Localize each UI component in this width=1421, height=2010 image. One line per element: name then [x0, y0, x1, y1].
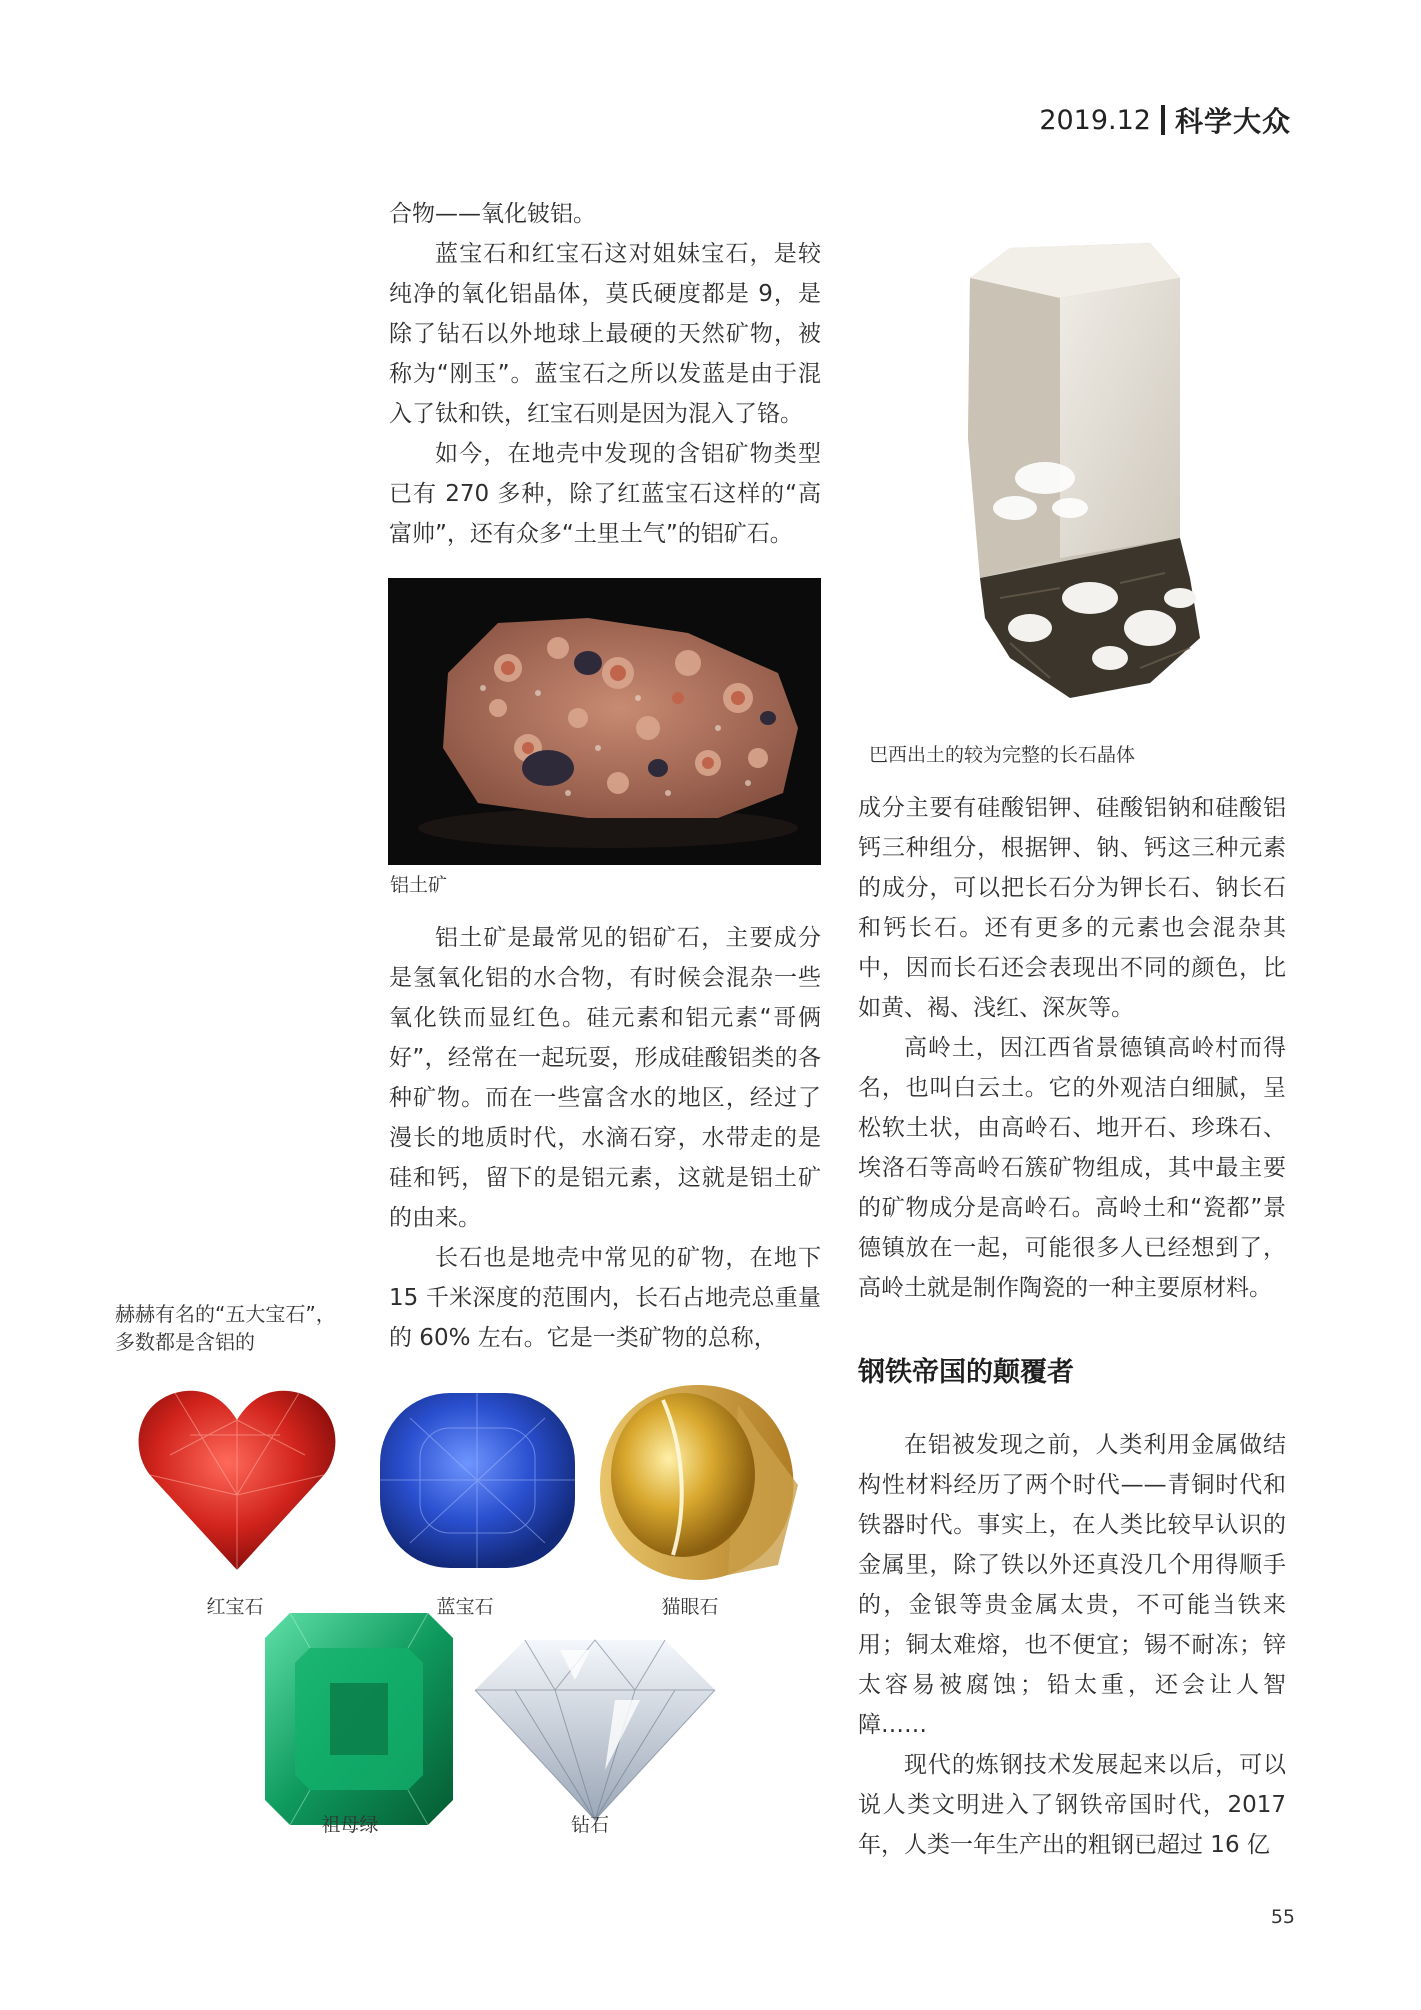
paragraph: 长石也是地壳中常见的矿物，在地下 15 千米深度的范围内，长石占地壳总重量的 60% 左右。它是一类矿物的总称， [389, 1245, 821, 1351]
feldspar-caption: 巴西出土的较为完整的长石晶体 [869, 744, 1136, 766]
paragraph: 铝土矿是最常见的铝矿石，主要成分是氢氧化铝的水合物，有时候会混杂一些氧化铁而显红色。硅元素和铝元素“哥俩好”，经常在一起玩耍，形成硅酸铝类的各种矿物。而在一些富含水的地区，经过了漫长的地质时代，水滴石穿，水带走的是硅和钙，留下的是铝元素，这就是铝土矿的由来。 [389, 925, 821, 1231]
cats-eye-photo [588, 1375, 803, 1590]
right-column-lower [858, 1425, 1286, 1865]
cats-eye-label: 猫眼石 [661, 1596, 719, 1618]
emerald-label: 祖母绿 [321, 1814, 379, 1836]
gems-caption-line: 多数都是含铝的 [115, 1330, 255, 1354]
paragraph: 合物——氧化铍铝。 [389, 201, 596, 227]
section-heading: 钢铁帝国的颠覆者 [858, 1357, 1074, 1388]
paragraph: 蓝宝石和红宝石这对姐妹宝石，是较纯净的氧化铝晶体，莫氏硬度都是 9，是除了钻石以外地球上最硬的天然矿物，被称为“刚玉”。蓝宝石之所以发蓝是由于混入了钛和铁，红宝石则是因为混入了铬。 [389, 241, 821, 427]
ruby-label: 红宝石 [206, 1596, 264, 1618]
middle-column-lower [389, 918, 821, 1358]
page-header [1039, 100, 1291, 140]
bauxite-caption: 铝土矿 [390, 874, 448, 896]
paragraph: 如今，在地壳中发现的含铝矿物类型已有 270 多种，除了红蓝宝石这样的“高富帅”，还有众多“土里土气”的铝矿石。 [389, 441, 821, 547]
paragraph: 现代的炼钢技术发展起来以后，可以说人类文明进入了钢铁帝国时代，2017 年，人类一年生产出的粗钢已超过 16 亿 [858, 1752, 1286, 1858]
gems-caption-line: 赫赫有名的“五大宝石”， [115, 1302, 336, 1326]
paragraph: 在铝被发现之前，人类利用金属做结构性材料经历了两个时代——青铜时代和铁器时代。事实上，在人类比较早认识的金属里，除了铁以外还真没几个用得顺手的，金银等贵金属太贵，不可能当铁来用；铜太难熔，也不便宜；锡不耐冻；锌太容易被腐蚀；铅太重，还会让人智障…… [858, 1432, 1286, 1738]
diamond-label: 钻石 [570, 1814, 609, 1836]
emerald-photo [260, 1608, 458, 1830]
gems-caption [115, 1300, 336, 1356]
magazine-title: 科学大众 [1174, 105, 1291, 138]
middle-column-upper [389, 194, 821, 554]
diamond-photo [465, 1630, 725, 1825]
page-number: 55 [1270, 1906, 1295, 1928]
paragraph: 高岭土，因江西省景德镇高岭村而得名，也叫白云土。它的外观洁白细腻，呈松软土状，由高岭石、地开石、珍珠石、埃洛石等高岭石簇矿物组成，其中最主要的矿物成分是高岭石。高岭土和“瓷都”景德镇放在一起，可能很多人已经想到了，高岭土就是制作陶瓷的一种主要原材料。 [858, 1035, 1286, 1301]
bauxite-photo [388, 578, 821, 865]
right-column-upper [858, 788, 1286, 1308]
sapphire-photo [375, 1388, 580, 1573]
issue-date: 2019.12 [1039, 104, 1151, 136]
feldspar-photo [950, 238, 1230, 716]
paragraph: 成分主要有硅酸铝钾、硅酸铝钠和硅酸铝钙三种组分，根据钾、钠、钙这三种元素的成分，可以把长石分为钾长石、钠长石和钙长石。还有更多的元素也会混杂其中，因而长石还会表现出不同的颜色，比如黄、褐、浅红、深灰等。 [858, 795, 1286, 1021]
sapphire-label: 蓝宝石 [436, 1596, 494, 1618]
header-divider [1161, 105, 1165, 135]
ruby-photo [130, 1375, 345, 1580]
